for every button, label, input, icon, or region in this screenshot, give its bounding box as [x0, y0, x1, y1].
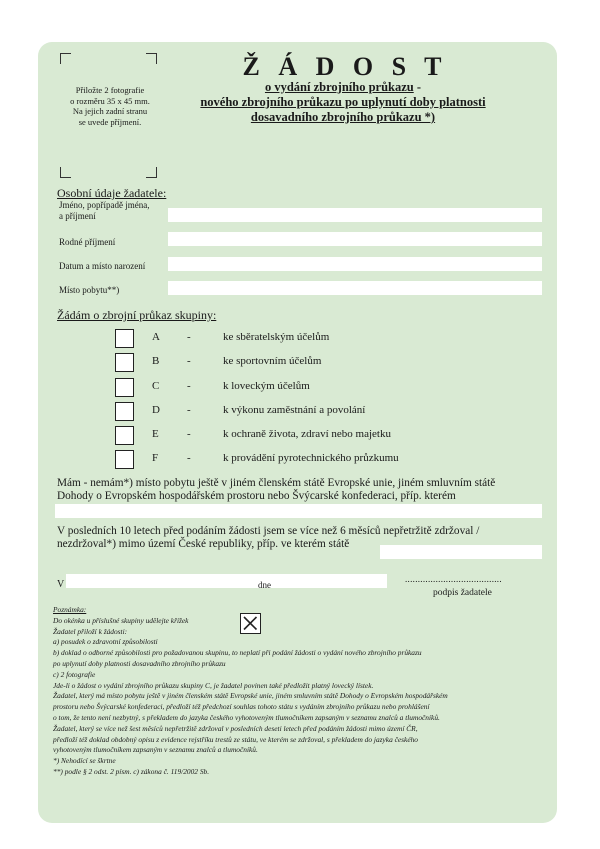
abroad-text: V posledních 10 letech před podáním žádosti jsem se více než 6 měsíců nepřetržitě zdržoval / nezdržoval*) mimo území České republiky, příp. ve kterém státě [57, 525, 480, 550]
group-checkbox-b[interactable] [115, 353, 134, 372]
group-description: k ochraně života, zdraví nebo majetku [223, 428, 391, 440]
group-code: C [152, 380, 160, 392]
note-line: c) 2 fotografie [53, 669, 96, 679]
photo-corner-bottom-left [60, 167, 71, 178]
notes-section [53, 605, 553, 778]
name-label: Jméno, popřípadě jména, a příjmení [59, 200, 150, 221]
photo-corner-top-left [60, 53, 71, 64]
group-code: E [152, 428, 159, 440]
birth-surname-label: Rodné příjmení [59, 237, 116, 247]
group-dash: - [187, 404, 191, 416]
photo-instructions: Přiložte 2 fotografie o rozměru 35 x 45 mm. Na jejich zadní stranu se uvede příjmení. [70, 85, 150, 127]
note-line: prostoru nebo Švýcarské konfederaci, předloží též předchozí souhlas tohoto státu s vydáním zbrojního průkazu nebo prohlášení [53, 702, 430, 712]
group-checkbox-c[interactable] [115, 378, 134, 397]
place-date-field[interactable] [66, 574, 387, 588]
group-checkbox-a[interactable] [115, 329, 134, 348]
note-line: vyhotoveným tlumočníkem zapsaným v seznamu znalců a tlumočníků. [53, 745, 258, 755]
personal-heading: Osobní údaje žadatele: [57, 186, 167, 200]
note-line: **) podle § 2 odst. 2 písm. c) zákona č. 119/2002 Sb. [53, 766, 210, 776]
abroad-state-field[interactable] [380, 545, 542, 559]
group-code: B [152, 355, 160, 367]
residence-field[interactable] [168, 281, 542, 295]
note-line: Do okénka u příslušné skupiny udělejte křížek [53, 615, 189, 625]
note-line: Žadatel, který má místo pobytu ještě v jiném členském státě Evropské unie, jiném smluvním státě Dohody o Evropském hospodářském [53, 691, 448, 701]
group-dash: - [187, 380, 191, 392]
note-line: *) Nehodící se škrtne [53, 756, 116, 766]
birth-surname-field[interactable] [168, 232, 542, 246]
birth-date-place-label: Datum a místo narození [59, 261, 146, 271]
photo-corner-bottom-right [146, 167, 157, 178]
photo-corner-top-right [146, 53, 157, 64]
note-line: Žadatel přiloží k žádosti: [53, 626, 128, 636]
page-subtitle: o vydání zbrojního průkazu - nového zbrojního průkazu po uplynutí doby platnosti dosavadního zbrojního průkazu *) [200, 80, 486, 124]
notes-heading: Poznámka: [53, 605, 87, 614]
residence-label: Místo pobytu**) [59, 285, 120, 295]
group-code: F [152, 452, 159, 464]
page-title: Ž Á D O S T [242, 52, 448, 81]
group-dash: - [187, 428, 191, 440]
note-line: Jde-li o žádost o vydání zbrojního průkazu skupiny C, je žadatel povinen také předložit platný lovecký lístek. [53, 680, 374, 690]
note-line: a) posudek o zdravotní způsobilosti [53, 637, 158, 647]
group-dash: - [187, 355, 191, 367]
group-code: D [152, 404, 160, 416]
residence-eu-text: Mám - nemám*) místo pobytu ještě v jiném členském státě Evropské unie, jiném smluvním státě Dohody o Evropském hospodářském prostoru nebo Švýcarské konfederaci, příp. kterém [57, 477, 496, 502]
group-description: k provádění pyrotechnického průzkumu [223, 452, 399, 464]
group-code: A [152, 331, 160, 343]
residence-eu-field[interactable] [55, 504, 542, 518]
group-checkbox-f[interactable] [115, 450, 134, 469]
signature-label: podpis žadatele [433, 588, 492, 598]
note-line: b) doklad o odborné způsobilosti pro požadovanou skupinu, to neplatí při podání žádosti o vydání nového zbrojního průkazu [53, 648, 422, 658]
date-label: dne [258, 580, 271, 590]
notes-lines [53, 616, 553, 778]
group-description: k výkonu zaměstnání a povolání [223, 404, 366, 416]
groups-heading: Žádám o zbrojní průkaz skupiny: [57, 308, 217, 322]
note-line: Žadatel, který se více než šest měsíců nepřetržitě zdržoval v posledních deseti letech před podáním žádosti mimo území ČR, [53, 723, 418, 733]
name-field[interactable] [168, 208, 542, 222]
group-description: ke sportovním účelům [223, 355, 322, 367]
group-description: ke sběratelským účelům [223, 331, 330, 343]
group-checkbox-e[interactable] [115, 426, 134, 445]
note-line: o tom, že tento není nezbytný, s překladem do jazyka českého vyhotoveným tlumočníkem zapsaným v seznamu znalců a tlumočníků. [53, 712, 440, 722]
signature-dots: ...................................... [405, 574, 502, 584]
group-description: k loveckým účelům [223, 380, 310, 392]
note-line: předloží též doklad obdobný opisu z evidence rejstříku trestů ze státu, ve kterém se zdržoval, s překladem do jazyka českého [53, 734, 419, 744]
group-checkbox-d[interactable] [115, 402, 134, 421]
birth-date-place-field[interactable] [168, 257, 542, 271]
group-dash: - [187, 331, 191, 343]
place-label: V [57, 579, 65, 590]
group-dash: - [187, 452, 191, 464]
note-line: po uplynutí doby platnosti dosavadního zbrojního průkazu [53, 658, 226, 668]
